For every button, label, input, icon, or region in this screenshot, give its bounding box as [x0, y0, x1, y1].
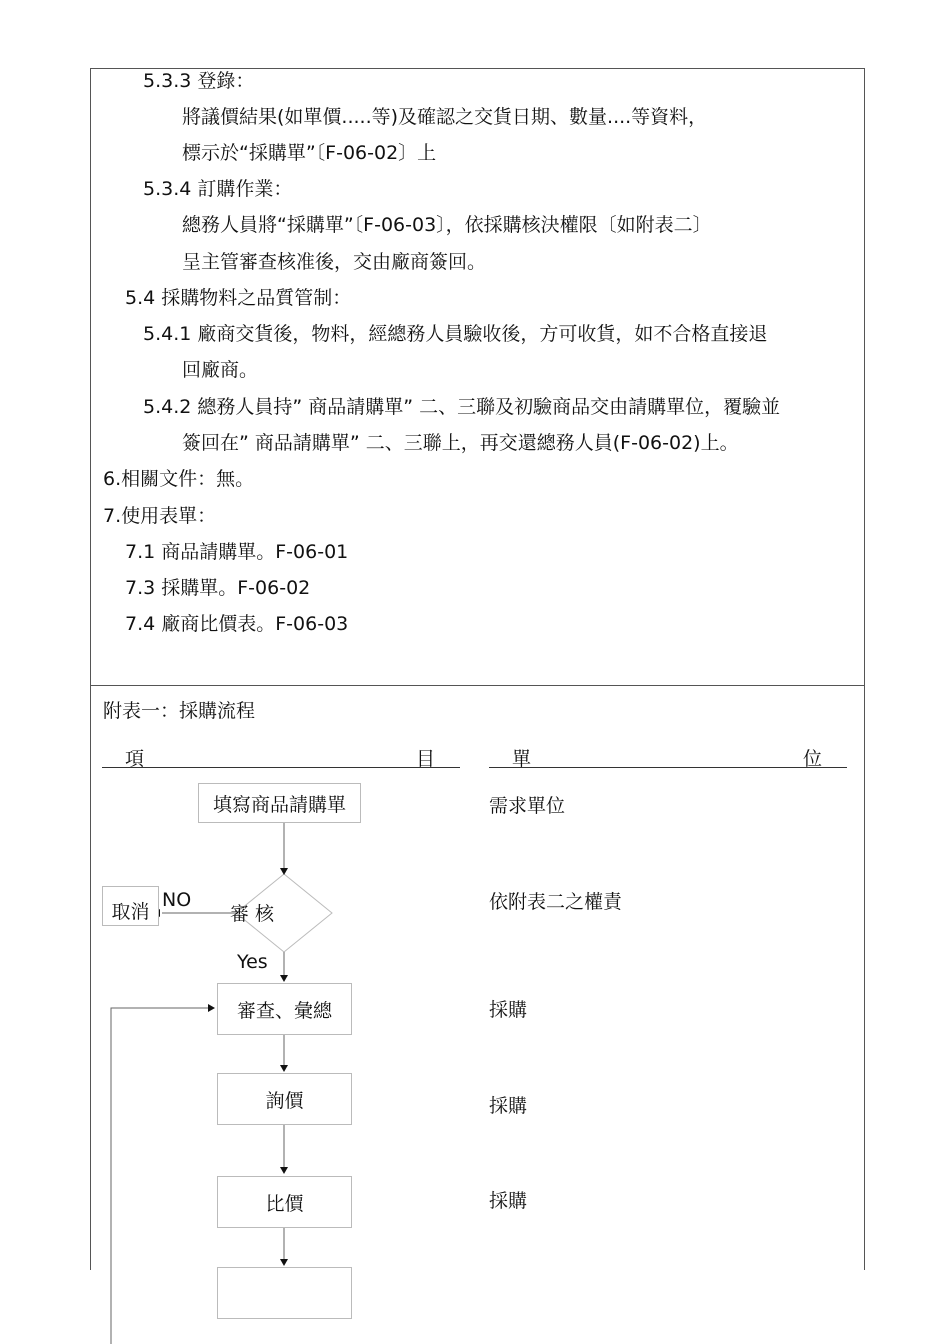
section-5-4-2-line-2: 簽回在” 商品請購單” 二、三聯上，再交還總務人員(F-06-02)上。	[182, 432, 739, 454]
connector-loop-back	[111, 1008, 210, 1344]
section-5-3-4-line-1: 總務人員將“採購單”〔F-06-03〕，依採購核決權限〔如附表二〕	[182, 214, 712, 236]
section-5-4-2-line-1: 5.4.2 總務人員持” 商品請購單” 二、三聯及初驗商品交由請購單位，覆驗並	[143, 396, 781, 418]
column-header-item-left: 項	[125, 748, 145, 770]
flow-step-inquiry-label: 詢價	[265, 1089, 304, 1112]
unit-approval-authority: 依附表二之權責	[489, 891, 623, 913]
section-5-3-4-line-2: 呈主管審查核准後，交由廠商簽回。	[182, 251, 487, 273]
section-5-3-3-line-2: 標示於“採購單”〔F-06-02〕上	[182, 142, 437, 164]
arrowhead-to-step3	[280, 1065, 288, 1072]
arrowhead-to-step5	[280, 1259, 288, 1266]
flow-cancel-box	[102, 886, 159, 926]
section-7-1-item: 7.1 商品請購單。F-06-01	[125, 541, 349, 563]
unit-requesting-dept: 需求單位	[489, 795, 566, 817]
flow-step-compare	[217, 1176, 352, 1228]
appendix-title: 附表一：採購流程	[103, 700, 256, 722]
flow-step-inquiry	[217, 1073, 352, 1125]
flow-step-next	[217, 1267, 352, 1319]
flow-decision-label: 審 核	[230, 903, 275, 925]
section-5-4-heading: 5.4 採購物料之品質管制：	[125, 287, 352, 309]
column-header-unit-left: 單	[512, 748, 532, 770]
flow-step-fill-request-label: 填寫商品請購單	[212, 793, 346, 816]
flow-step-review-summary-label: 審查、彙總	[236, 999, 332, 1022]
section-7-4-item: 7.4 廠商比價表。F-06-03	[125, 613, 349, 635]
section-6-related-docs: 6.相關文件：無。	[103, 468, 255, 490]
flow-no-label: NO	[162, 889, 192, 911]
unit-purchasing-review: 採購	[489, 999, 528, 1021]
section-5-3-3-line-1: 將議價結果(如單價.....等)及確認之交貨日期、數量....等資料，	[182, 106, 708, 128]
column-header-unit-right: 位	[803, 748, 823, 770]
section-7-3-item: 7.3 採購單。F-06-02	[125, 577, 311, 599]
arrowhead-to-step4	[280, 1167, 288, 1174]
flow-cancel-label: 取消	[111, 901, 150, 923]
flow-step-compare-label: 比價	[265, 1192, 304, 1215]
unit-purchasing-inquiry: 採購	[489, 1095, 528, 1117]
unit-purchasing-compare: 採購	[489, 1190, 528, 1212]
flow-step-review-summary	[217, 983, 352, 1035]
arrowhead-loop-to-step2	[208, 1004, 215, 1012]
flow-yes-label: Yes	[237, 951, 268, 973]
arrowhead-to-decision	[280, 868, 288, 875]
section-5-4-1-line-2: 回廠商。	[182, 359, 259, 381]
section-5-3-4-heading: 5.3.4 訂購作業：	[143, 178, 293, 200]
section-7-forms-heading: 7.使用表單：	[103, 505, 217, 527]
arrowhead-to-step2	[280, 975, 288, 982]
section-5-4-1-line-1: 5.4.1 廠商交貨後，物料，經總務人員驗收後，方可收貨，如不合格直接退	[143, 323, 768, 345]
column-header-item-right: 目	[416, 748, 436, 770]
section-5-3-3-heading: 5.3.3 登錄：	[143, 70, 255, 92]
flow-step-fill-request	[198, 783, 361, 823]
